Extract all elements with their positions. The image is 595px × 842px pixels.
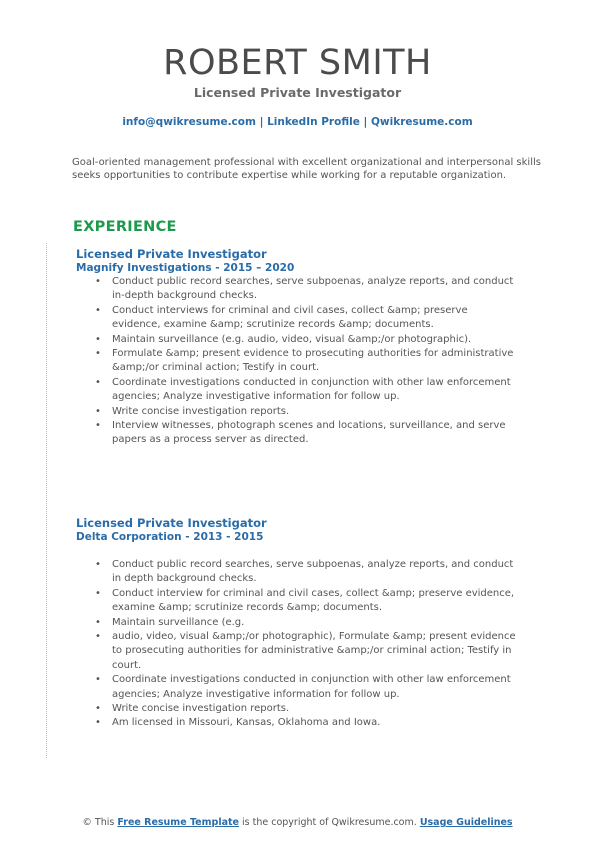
footer-copyright-text: is the copyright of Qwikresume.com. — [242, 817, 417, 828]
email-link[interactable]: info@qwikresume.com — [122, 116, 256, 128]
list-item: • Formulate &amp; present evidence to prosecuting authorities for administrative &amp;/or criminal action; Testify in court. — [76, 347, 516, 376]
job-entry — [76, 247, 516, 448]
list-item: • Conduct interviews for criminal and civil cases, collect &amp; preserve evidence, examine &amp; scrutinize records &amp; documents. — [76, 304, 516, 333]
summary-paragraph: Goal-oriented management professional with excellent organizational and interpersonal skills seeks opportunities to contribute expertise while working for a reputable organization. — [72, 157, 541, 181]
list-item: • Interview witnesses, photograph scenes and locations, surveillance, and serve papers as a process server as directed. — [76, 419, 516, 448]
job-company: Delta Corporation - 2013 - 2015 — [76, 531, 264, 543]
candidate-title: Licensed Private Investigator — [193, 85, 402, 100]
list-item: • Write concise investigation reports. — [76, 702, 516, 716]
timeline-divider — [46, 243, 47, 758]
footer-prefix: © This — [82, 817, 115, 828]
list-item: • Maintain surveillance (e.g. — [76, 616, 516, 630]
job-bullets — [76, 275, 516, 448]
website-link[interactable]: Qwikresume.com — [370, 116, 473, 128]
footer — [0, 817, 595, 829]
job-title: Licensed Private Investigator — [76, 516, 267, 530]
usage-guidelines-link[interactable]: Usage Guidelines — [419, 817, 513, 828]
separator: | — [363, 116, 368, 128]
list-item: • Am licensed in Missouri, Kansas, Oklahoma and Iowa. — [76, 716, 516, 730]
job-entry — [76, 516, 516, 731]
free-resume-template-link[interactable]: Free Resume Template — [117, 817, 239, 828]
list-item: • audio, video, visual &amp;/or photographic), Formulate &amp; present evidence to prosecuting authorities for administrative &amp;/or criminal action; Testify in court. — [76, 630, 516, 673]
list-item: • Maintain surveillance (e.g. audio, video, visual &amp;/or photographic). — [76, 333, 516, 347]
list-item: • Write concise investigation reports. — [76, 405, 516, 419]
job-title: Licensed Private Investigator — [76, 247, 267, 261]
job-bullets — [76, 558, 516, 731]
separator: | — [259, 116, 264, 128]
list-item: • Conduct public record searches, serve subpoenas, analyze reports, and conduct in depth background checks. — [76, 558, 516, 587]
experience-heading: EXPERIENCE — [73, 219, 177, 235]
list-item: • Coordinate investigations conducted in conjunction with other law enforcement agencies; Analyze investigative information for follow up. — [76, 673, 516, 702]
linkedin-link[interactable]: LinkedIn Profile — [267, 116, 360, 128]
list-item: • Coordinate investigations conducted in conjunction with other law enforcement agencies; Analyze investigative information for follow up. — [76, 376, 516, 405]
contact-line — [0, 115, 595, 129]
candidate-name: ROBERT SMITH — [163, 43, 432, 83]
list-item: • Conduct interview for criminal and civil cases, collect &amp; preserve evidence, examine &amp; scrutinize records &amp; documents. — [76, 587, 516, 616]
list-item: • Conduct public record searches, serve subpoenas, analyze reports, and conduct in-depth background checks. — [76, 275, 516, 304]
job-company: Magnify Investigations - 2015 – 2020 — [76, 262, 295, 274]
